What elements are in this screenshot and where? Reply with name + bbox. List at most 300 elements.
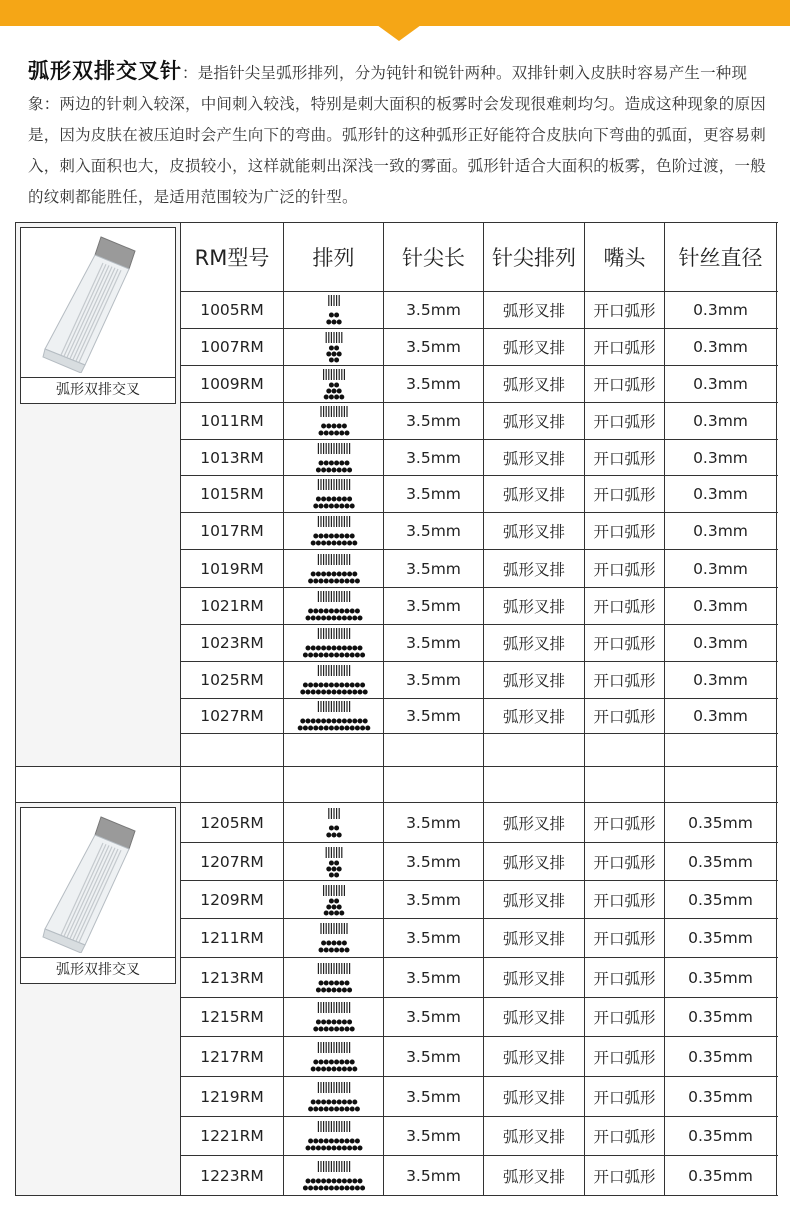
needle-dot [357, 1178, 362, 1183]
diameter-cell: 0.3mm [665, 366, 777, 403]
empty-cell [384, 734, 484, 767]
needle-dot [344, 683, 349, 688]
needle-dot [326, 1020, 331, 1025]
needle-dot [334, 313, 339, 318]
model-cell: 1009RM [181, 366, 284, 403]
tip-cell: 开口弧形 [585, 366, 665, 403]
needle-dot [318, 1185, 323, 1190]
needle-dot [331, 987, 336, 992]
needle-pattern-icon [285, 589, 383, 623]
needle-pattern-icon [285, 806, 383, 840]
needle-dot [308, 1139, 313, 1144]
needle-dot [344, 1059, 349, 1064]
needle-dot [349, 653, 354, 658]
needle-dot [352, 646, 357, 651]
needle-dot [344, 609, 349, 614]
needle-dot [336, 571, 341, 576]
length-cell: 3.5mm [384, 366, 484, 403]
model-cell: 1025RM [181, 662, 284, 699]
needle-dot [334, 1185, 339, 1190]
arrangement-cell: 弧形叉排 [484, 881, 585, 919]
tip-cell: 开口弧形 [585, 1077, 665, 1117]
length-cell: 3.5mm [384, 1077, 484, 1117]
needle-pattern-icon [285, 1119, 383, 1153]
needle-dot [336, 424, 341, 429]
needle-dot [318, 1027, 323, 1032]
pattern-cell [284, 476, 384, 513]
needle-dot [344, 1027, 349, 1032]
needle-dot [347, 1178, 352, 1183]
needle-dot [331, 424, 336, 429]
needle-dot [336, 352, 341, 357]
arrangement-cell: 弧形叉排 [484, 403, 585, 440]
needle-dot [315, 1099, 320, 1104]
needle-dot [339, 1059, 344, 1064]
needle-dot [323, 578, 328, 583]
needle-pattern-icon [285, 883, 383, 917]
arrangement-cell: 弧形叉排 [484, 1037, 585, 1077]
needle-dot [328, 395, 333, 400]
needle-dot [354, 1139, 359, 1144]
pattern-cell [284, 403, 384, 440]
needle-dot [347, 987, 352, 992]
arrangement-cell: 弧形叉排 [484, 513, 585, 550]
needle-dot [315, 690, 320, 695]
needle-dot [339, 948, 344, 953]
needle-dot [339, 910, 344, 915]
needle-dot [341, 571, 346, 576]
model-cell: 1011RM [181, 403, 284, 440]
needle-dot [308, 578, 313, 583]
pattern-cell [284, 1117, 384, 1156]
model-cell: 1211RM [181, 919, 284, 958]
model-cell: 1207RM [181, 843, 284, 881]
needle-dot [349, 1027, 354, 1032]
empty-cell [284, 734, 384, 767]
needle-dot [354, 609, 359, 614]
needle-dot [315, 987, 320, 992]
needle-dot [341, 541, 346, 546]
product-image [21, 228, 175, 377]
needle-dot [328, 504, 333, 509]
needle-dot [321, 1178, 326, 1183]
table-row [16, 803, 777, 843]
needle-dot [323, 1139, 328, 1144]
needle-dot [331, 320, 336, 325]
needle-dot [300, 719, 305, 724]
needle-dot [326, 1099, 331, 1104]
needle-dot [321, 424, 326, 429]
needle-pattern-icon [285, 845, 383, 879]
needle-dot [339, 460, 344, 465]
arrangement-cell: 弧形叉排 [484, 1117, 585, 1156]
needle-dot [336, 1178, 341, 1183]
needle-dot [328, 872, 333, 877]
model-cell: 1027RM [181, 699, 284, 734]
needle-dot [321, 541, 326, 546]
needle-dot [357, 646, 362, 651]
needle-dot [347, 541, 352, 546]
needle-pattern-icon [285, 699, 383, 733]
pattern-cell [284, 588, 384, 625]
pattern-cell [284, 662, 384, 699]
needle-dot [360, 1185, 365, 1190]
needle-dot [315, 1066, 320, 1071]
needle-dot [331, 1066, 336, 1071]
needle-dot [310, 690, 315, 695]
model-cell: 1015RM [181, 476, 284, 513]
needle-dot [339, 653, 344, 658]
needle-dot [305, 1178, 310, 1183]
needle-dot [328, 383, 333, 388]
needle-dot [313, 1059, 318, 1064]
needle-dot [347, 571, 352, 576]
arrangement-cell: 弧形叉排 [484, 329, 585, 366]
needle-dot [328, 431, 333, 436]
needle-dot [331, 1146, 336, 1151]
needle-dot [344, 653, 349, 658]
needle-dot [331, 866, 336, 871]
model-cell: 1021RM [181, 588, 284, 625]
needle-dot [328, 825, 333, 830]
needle-dot [349, 1059, 354, 1064]
needle-dot [331, 541, 336, 546]
tip-cell: 开口弧形 [585, 699, 665, 734]
needle-dot [344, 534, 349, 539]
needle-dot [326, 832, 331, 837]
needle-dot [318, 431, 323, 436]
needle-dot [339, 395, 344, 400]
needle-dot [321, 497, 326, 502]
needle-dot [310, 1178, 315, 1183]
arrangement-cell: 弧形叉排 [484, 550, 585, 588]
needle-dot [349, 609, 354, 614]
tip-cell: 开口弧形 [585, 881, 665, 919]
needle-dot [328, 578, 333, 583]
needle-dot [321, 616, 326, 621]
needle-dot [331, 690, 336, 695]
arrangement-cell: 弧形叉排 [484, 625, 585, 662]
needle-dot [354, 683, 359, 688]
needle-dot [313, 1139, 318, 1144]
needle-dot [336, 832, 341, 837]
needle-dot [323, 910, 328, 915]
needle-dot [334, 504, 339, 509]
diameter-cell: 0.35mm [665, 1037, 777, 1077]
diameter-cell: 0.35mm [665, 803, 777, 843]
model-cell: 1223RM [181, 1156, 284, 1196]
needle-cartridge-icon [23, 813, 173, 953]
needle-dot [323, 726, 328, 731]
needle-dot [347, 497, 352, 502]
needle-dot [331, 941, 336, 946]
needle-dot [336, 1099, 341, 1104]
needle-dot [339, 1027, 344, 1032]
needle-dot [334, 346, 339, 351]
intro-text: ：是指针尖呈弧形排列，分为钝针和锐针两种。双排针刺入皮肤时容易产生一种现象：两边的针刺入较深，中间刺入较浅，特别是刺大面积的板雾时会发现很难刺均匀。造成这种现象的原因是，因为皮肤在被压迫时会产生向下的弯曲。弧形针的这种弧形正好能符合皮肤向下弯曲的弧面，更容易刺入，刺入面积也大，皮损较小，这样就能刺出深浅一致的雾面。弧形针适合大面积的板雾，色阶过渡，一般的纹刺都能胜任，是适用范围较为广泛的针型。 [28, 64, 766, 206]
table-header-row [16, 223, 777, 292]
needle-dot [334, 1106, 339, 1111]
needle-dot [339, 609, 344, 614]
needle-dot [321, 719, 326, 724]
needle-dot [318, 1059, 323, 1064]
length-cell: 3.5mm [384, 550, 484, 588]
needle-dot [313, 683, 318, 688]
needle-dot [352, 541, 357, 546]
tip-cell: 开口弧形 [585, 998, 665, 1037]
length-cell: 3.5mm [384, 958, 484, 998]
needle-dot [336, 866, 341, 871]
needle-dot [341, 467, 346, 472]
needle-dot [313, 1027, 318, 1032]
needle-dot [344, 948, 349, 953]
tip-cell: 开口弧形 [585, 1117, 665, 1156]
needle-dot [336, 1066, 341, 1071]
needle-dot [339, 683, 344, 688]
length-cell: 3.5mm [384, 662, 484, 699]
needle-dot [339, 578, 344, 583]
needle-dot [334, 860, 339, 865]
needle-dot [341, 1099, 346, 1104]
needle-dot [331, 389, 336, 394]
model-cell: 1013RM [181, 440, 284, 476]
needle-dot [339, 1106, 344, 1111]
arrangement-cell: 弧形叉排 [484, 699, 585, 734]
needle-dot [326, 866, 331, 871]
spec-table [15, 222, 777, 1196]
needle-dot [315, 616, 320, 621]
header-cell-4: 嘴头 [585, 223, 665, 292]
needle-dot [318, 980, 323, 985]
diameter-cell: 0.35mm [665, 1117, 777, 1156]
needle-dot [347, 1066, 352, 1071]
diameter-cell: 0.3mm [665, 403, 777, 440]
needle-dot [336, 320, 341, 325]
needle-dot [326, 690, 331, 695]
needle-dot [323, 1027, 328, 1032]
needle-dot [326, 616, 331, 621]
needle-dot [310, 1146, 315, 1151]
needle-dot [318, 1139, 323, 1144]
tip-cell: 开口弧形 [585, 803, 665, 843]
needle-dot [323, 980, 328, 985]
pattern-cell [284, 329, 384, 366]
needle-dot [321, 987, 326, 992]
needle-dot [357, 616, 362, 621]
needle-pattern-icon [285, 1040, 383, 1074]
needle-dot [321, 1099, 326, 1104]
needle-dot [331, 467, 336, 472]
arrangement-cell: 弧形叉排 [484, 958, 585, 998]
needle-dot [336, 1020, 341, 1025]
needle-dot [354, 726, 359, 731]
product-image-caption: 弧形双排交叉 [21, 377, 175, 403]
tip-cell: 开口弧形 [585, 403, 665, 440]
length-cell: 3.5mm [384, 1037, 484, 1077]
needle-dot [328, 726, 333, 731]
needle-dot [331, 352, 336, 357]
needle-pattern-icon [285, 961, 383, 995]
needle-dot [341, 1178, 346, 1183]
needle-dot [315, 541, 320, 546]
needle-dot [360, 653, 365, 658]
needle-dot [339, 534, 344, 539]
needle-dot [349, 534, 354, 539]
needle-dot [344, 980, 349, 985]
needle-dot [347, 690, 352, 695]
arrangement-cell: 弧形叉排 [484, 292, 585, 329]
needle-dot [349, 683, 354, 688]
length-cell: 3.5mm [384, 588, 484, 625]
needle-dot [357, 1146, 362, 1151]
needle-dot [328, 1185, 333, 1190]
pattern-cell [284, 513, 384, 550]
needle-dot [336, 904, 341, 909]
needle-dot [318, 609, 323, 614]
needle-dot [300, 690, 305, 695]
needle-dot [323, 1059, 328, 1064]
diameter-cell: 0.35mm [665, 919, 777, 958]
needle-dot [334, 358, 339, 363]
pattern-cell [284, 550, 384, 588]
diameter-cell: 0.3mm [665, 662, 777, 699]
needle-dot [323, 460, 328, 465]
needle-dot [334, 980, 339, 985]
needle-dot [326, 1146, 331, 1151]
needle-dot [341, 1146, 346, 1151]
needle-dot [341, 690, 346, 695]
tip-cell: 开口弧形 [585, 588, 665, 625]
needle-dot [308, 683, 313, 688]
needle-dot [318, 726, 323, 731]
needle-dot [339, 1185, 344, 1190]
pattern-cell [284, 958, 384, 998]
diameter-cell: 0.3mm [665, 329, 777, 366]
length-cell: 3.5mm [384, 843, 484, 881]
needle-dot [349, 1185, 354, 1190]
needle-dot [336, 389, 341, 394]
needle-dot [334, 609, 339, 614]
length-cell: 3.5mm [384, 919, 484, 958]
needle-dot [349, 504, 354, 509]
needle-dot [326, 424, 331, 429]
arrangement-cell: 弧形叉排 [484, 1077, 585, 1117]
needle-dot [334, 1139, 339, 1144]
needle-dot [352, 616, 357, 621]
needle-dot [323, 1185, 328, 1190]
needle-pattern-icon [285, 1000, 383, 1034]
needle-dot [326, 941, 331, 946]
header-cell-2: 针尖长 [384, 223, 484, 292]
needle-dot [315, 646, 320, 651]
model-cell: 1019RM [181, 550, 284, 588]
header-cell-3: 针尖排列 [484, 223, 585, 292]
needle-pattern-icon [285, 477, 383, 511]
arrangement-cell: 弧形叉排 [484, 662, 585, 699]
needle-dot [305, 1146, 310, 1151]
model-cell: 1217RM [181, 1037, 284, 1077]
length-cell: 3.5mm [384, 803, 484, 843]
needle-dot [313, 726, 318, 731]
needle-dot [297, 726, 302, 731]
needle-dot [336, 1146, 341, 1151]
needle-dot [326, 467, 331, 472]
diameter-cell: 0.35mm [665, 1077, 777, 1117]
needle-dot [357, 719, 362, 724]
needle-dot [318, 460, 323, 465]
needle-dot [352, 1178, 357, 1183]
needle-dot [310, 571, 315, 576]
tip-cell: 开口弧形 [585, 329, 665, 366]
needle-dot [323, 653, 328, 658]
arrangement-cell: 弧形叉排 [484, 803, 585, 843]
needle-dot [326, 389, 331, 394]
needle-dot [344, 431, 349, 436]
needle-dot [308, 1106, 313, 1111]
needle-dot [339, 726, 344, 731]
empty-cell [16, 767, 181, 803]
needle-dot [310, 541, 315, 546]
needle-dot [354, 578, 359, 583]
needle-dot [352, 1066, 357, 1071]
diameter-cell: 0.35mm [665, 958, 777, 998]
pattern-cell [284, 366, 384, 403]
tip-cell: 开口弧形 [585, 1156, 665, 1196]
needle-dot [302, 726, 307, 731]
product-image [21, 808, 175, 957]
needle-dot [313, 653, 318, 658]
pattern-cell [284, 843, 384, 881]
needle-dot [336, 987, 341, 992]
needle-dot [310, 646, 315, 651]
needle-dot [326, 320, 331, 325]
length-cell: 3.5mm [384, 329, 484, 366]
needle-dot [328, 653, 333, 658]
model-cell: 1219RM [181, 1077, 284, 1117]
needle-dot [334, 383, 339, 388]
needle-dot [354, 1106, 359, 1111]
needle-dot [328, 1106, 333, 1111]
needle-dot [318, 653, 323, 658]
needle-dot [331, 1099, 336, 1104]
tip-cell: 开口弧形 [585, 513, 665, 550]
needle-pattern-icon [285, 441, 383, 475]
needle-dot [318, 948, 323, 953]
needle-dot [339, 504, 344, 509]
product-image-caption: 弧形双排交叉 [21, 957, 175, 983]
tip-cell: 开口弧形 [585, 1037, 665, 1077]
needle-dot [334, 431, 339, 436]
needle-dot [344, 578, 349, 583]
needle-dot [313, 578, 318, 583]
needle-pattern-icon [285, 626, 383, 660]
needle-pattern-icon [285, 1080, 383, 1114]
tip-cell: 开口弧形 [585, 440, 665, 476]
needle-dot [344, 1139, 349, 1144]
length-cell: 3.5mm [384, 881, 484, 919]
needle-dot [334, 1027, 339, 1032]
tip-cell: 开口弧形 [585, 958, 665, 998]
tip-cell: 开口弧形 [585, 662, 665, 699]
needle-dot [321, 571, 326, 576]
intro-paragraph [28, 56, 773, 213]
pattern-cell [284, 440, 384, 476]
needle-dot [328, 1059, 333, 1064]
needle-dot [310, 616, 315, 621]
diameter-cell: 0.3mm [665, 699, 777, 734]
needle-dot [352, 1099, 357, 1104]
diameter-cell: 0.3mm [665, 625, 777, 662]
